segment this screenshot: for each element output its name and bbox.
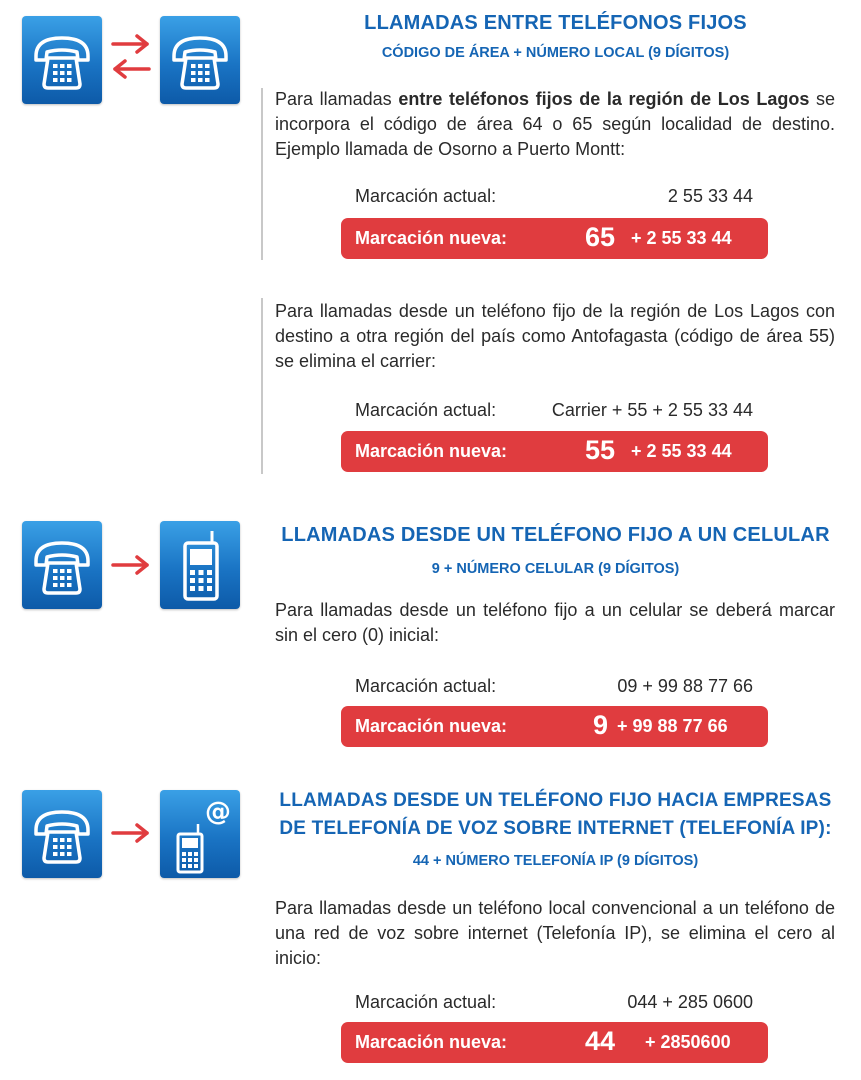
new-dialing-label: Marcación nueva: xyxy=(355,1032,508,1052)
section-3-subtitle: 44 + NÚMERO TELEFONÍA IP (9 DÍGITOS) xyxy=(412,853,699,869)
section-3-title-line-2: DE TELEFONÍA DE VOZ SOBRE INTERNET (TELEFONÍA IP): xyxy=(279,818,832,839)
new-dialing-number: + 2 55 33 44 xyxy=(631,228,732,248)
current-dialing-value: Carrier + 55 + 2 55 33 44 xyxy=(551,400,753,420)
section-1-subtitle: CÓDIGO DE ÁREA + NÚMERO LOCAL (9 DÍGITOS) xyxy=(381,45,730,61)
right-arrow-icon xyxy=(109,553,153,577)
section-2-paragraph: Para llamadas desde un teléfono fijo a un celular se deberá marcar sin el cero (0) inicial: xyxy=(275,600,835,645)
section-1-divider-2 xyxy=(261,298,263,474)
new-dialing-number: + 2 55 33 44 xyxy=(631,441,732,461)
section-1-paragraph-2: Para llamadas desde un teléfono fijo de la región de Los Lagos con destino a otra región del país como Antofagasta (código de área 55) se elimina el carrier: xyxy=(275,301,835,371)
new-dialing-bar xyxy=(341,706,768,747)
landline-phone-icon xyxy=(22,521,102,609)
section-2-title: LLAMADAS DESDE UN TELÉFONO FIJO A UN CELULAR xyxy=(281,524,830,546)
new-dialing-bar xyxy=(341,218,768,259)
new-dialing-bar xyxy=(341,431,768,472)
new-dialing-code: 55 xyxy=(585,435,616,465)
section-1-divider xyxy=(261,88,263,260)
landline-phone-icon xyxy=(22,790,102,878)
new-dialing-number: + 2850600 xyxy=(645,1032,731,1052)
current-dialing-value: 09 + 99 88 77 66 xyxy=(617,676,753,696)
section-2-subtitle: 9 + NÚMERO CELULAR (9 DÍGITOS) xyxy=(431,561,680,577)
current-dialing-value: 2 55 33 44 xyxy=(667,186,753,206)
landline-phone-icon xyxy=(160,16,240,104)
current-dialing-label: Marcación actual: xyxy=(355,186,497,206)
section-1-paragraph-1: Para llamadas entre teléfonos fijos de la región de Los Lagos se incorpora el código de área 64 o 65 según localidad de destino. Ejemplo llamada de Osorno a Puerto Montt: xyxy=(275,89,835,159)
section-3-title-line-1: LLAMADAS DESDE UN TELÉFONO FIJO HACIA EMPRESAS xyxy=(279,790,832,811)
new-dialing-label: Marcación nueva: xyxy=(355,441,508,461)
current-dialing-label: Marcación actual: xyxy=(355,992,497,1012)
new-dialing-label: Marcación nueva: xyxy=(355,228,508,248)
current-dialing-label: Marcación actual: xyxy=(355,400,497,420)
current-dialing-value: 044 + 285 0600 xyxy=(627,992,753,1012)
new-dialing-number: + 99 88 77 66 xyxy=(617,716,728,736)
landline-phone-icon xyxy=(22,16,102,104)
section-3-paragraph: Para llamadas desde un teléfono local convencional a un teléfono de una red de voz sobre internet (Telefonía IP), se elimina el cero al inicio: xyxy=(275,898,835,968)
new-dialing-code: 65 xyxy=(585,222,616,252)
section-1-title: LLAMADAS ENTRE TELÉFONOS FIJOS xyxy=(364,12,747,34)
exchange-arrows-icon xyxy=(109,33,153,81)
mobile-phone-icon xyxy=(160,521,240,609)
new-dialing-bar xyxy=(341,1022,768,1063)
right-arrow-icon xyxy=(109,821,153,845)
new-dialing-label: Marcación nueva: xyxy=(355,716,508,736)
new-dialing-code: 9 xyxy=(593,710,609,740)
current-dialing-label: Marcación actual: xyxy=(355,676,497,696)
new-dialing-code: 44 xyxy=(585,1026,616,1056)
voip-phone-icon xyxy=(160,790,240,878)
